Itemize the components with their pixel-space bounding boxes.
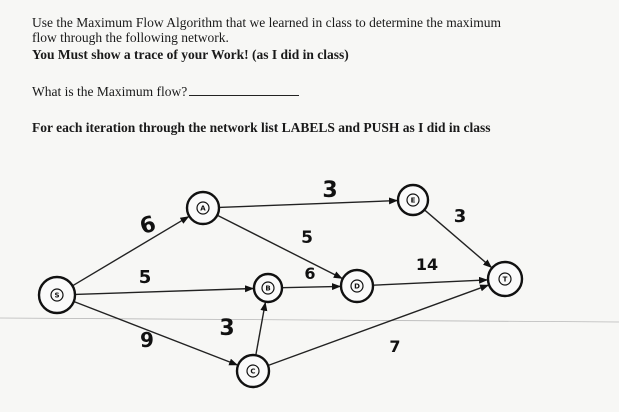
node-label: D [354, 282, 360, 291]
edge-b-d [282, 286, 340, 287]
capacity-label-s-a: 6 [136, 211, 160, 241]
node-s [39, 277, 75, 313]
node-label: E [410, 196, 416, 205]
node-label: S [54, 291, 60, 300]
edge-d-t [373, 280, 487, 285]
node-label: B [265, 284, 271, 293]
node-label: T [502, 275, 508, 284]
edge-c-t [268, 282, 488, 365]
iteration-instruction: For each iteration through the network list LABELS and PUSH as I did in class [32, 120, 491, 135]
capacity-label-a-d: 5 [301, 228, 313, 248]
nodes-layer [39, 185, 522, 387]
instruction-emphasis: You Must show a trace of your Work! (as I did in class) [32, 47, 349, 62]
edge-a-d [217, 215, 341, 278]
node-t [488, 262, 522, 296]
node-d [341, 270, 373, 302]
max-flow-question-label: What is the Maximum flow? [32, 84, 188, 99]
node-label: A [200, 204, 206, 213]
node-a [187, 192, 219, 224]
capacity-label-b-d: 6 [304, 264, 316, 283]
capacity-label-s-c: 9 [140, 328, 154, 352]
instruction-line-1: Use the Maximum Flow Algorithm that we learned in class to determine the maximum [32, 15, 502, 30]
capacity-label-d-t: 14 [415, 255, 439, 274]
capacity-label-a-e: 3 [322, 178, 338, 203]
capacity-label-e-t: 3 [453, 206, 467, 227]
node-c [237, 355, 269, 387]
scan-line [0, 318, 619, 322]
edge-a-e [219, 201, 397, 208]
instruction-line-2: flow through the following network. [32, 30, 229, 45]
node-e [398, 185, 428, 215]
edge-s-a [73, 217, 189, 286]
edge-s-c [74, 302, 237, 365]
edge-c-b [256, 303, 265, 356]
node-b [254, 274, 282, 302]
capacity-label-c-t: 7 [389, 337, 401, 356]
capacity-label-c-b: 3 [219, 316, 235, 341]
capacity-label-s-b: 5 [138, 267, 152, 288]
edge-s-b [75, 289, 253, 295]
node-label: C [250, 367, 256, 376]
